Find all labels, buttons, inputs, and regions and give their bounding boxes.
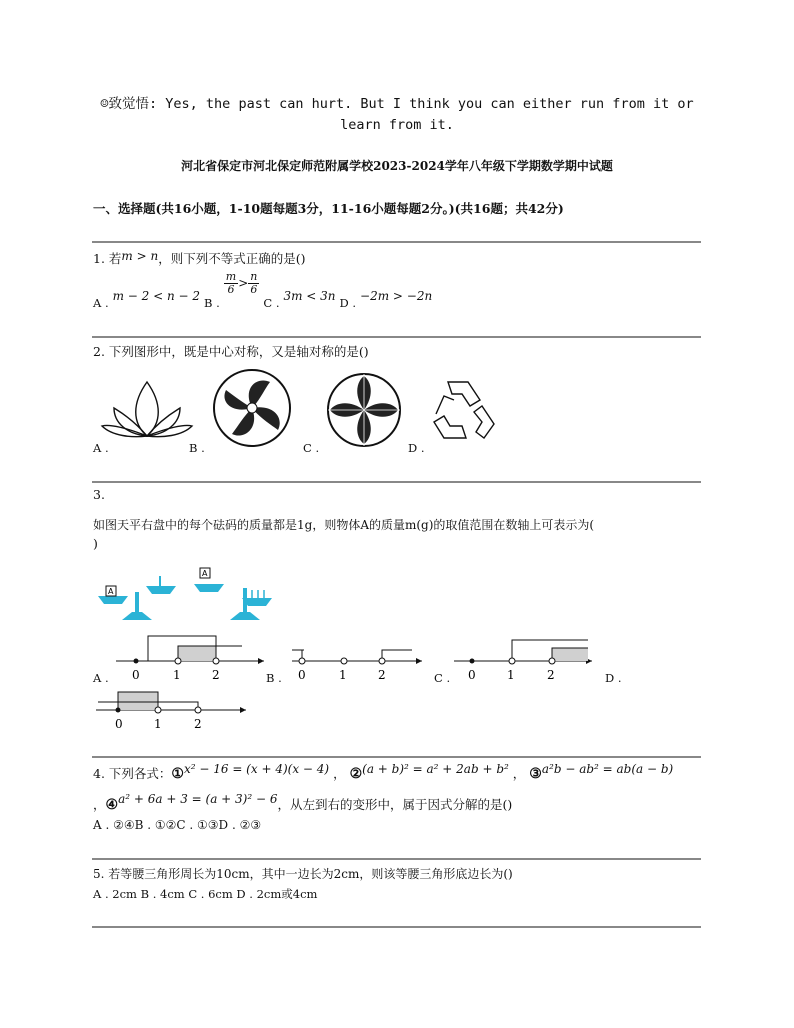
q3-number-lines (92, 628, 652, 738)
svg-text:1: 1 (339, 668, 347, 682)
numberline-b (292, 650, 422, 682)
figure-a-lotus (102, 382, 192, 437)
q1-stem: 1. 若m > n，则下列不等式正确的是() (93, 249, 306, 266)
q4-line2: ，④a² + 6a + 3 = (a + 3)² − 6，从左到右的变形中，属于因式分解的是() (93, 792, 513, 813)
q3-label-b: B . (266, 671, 282, 685)
divider (92, 756, 701, 758)
svg-text:1: 1 (507, 668, 515, 682)
figure-b-pinwheel (214, 370, 290, 446)
svg-text:A: A (202, 569, 208, 578)
balance-right (194, 568, 272, 620)
divider (92, 481, 701, 483)
q1-frac-n6: $\frac{n}{6}$ (250, 270, 258, 296)
svg-text:0: 0 (298, 668, 306, 682)
q2-label-b: B . (189, 441, 205, 455)
q3-number: 3. (93, 487, 105, 502)
divider (92, 241, 701, 243)
svg-text:2: 2 (547, 668, 555, 682)
q3-stem-line1: 如图天平右盘中的每个砝码的质量都是1g，则物体A的质量m(g)的取值范围在数轴上可表示为( (93, 518, 595, 532)
q2-label-c: C . (303, 441, 320, 455)
svg-text:2: 2 (378, 668, 386, 682)
q3-balances (92, 562, 282, 624)
q3-stem-line2: ) (93, 536, 98, 551)
q1-frac-m6: $\frac{m}{6}$ (225, 270, 237, 296)
q3-label-a: A . (93, 671, 109, 685)
figure-c-petals (328, 374, 400, 446)
numberline-d (96, 692, 246, 731)
figure-d-recycle (434, 382, 494, 438)
q2-label-a: A . (93, 441, 109, 455)
q3-label-d: D . (605, 671, 622, 685)
svg-text:2: 2 (194, 717, 202, 731)
svg-text:0: 0 (468, 668, 476, 682)
svg-text:1: 1 (173, 668, 181, 682)
q2-stem: 2. 下列图形中，既是中心对称，又是轴对称的是() (93, 344, 369, 359)
q4-options: A . ②④B . ①②C . ①③D . ②③ (93, 818, 262, 832)
q1-options: A . m − 2 < n − 2 B . $\frac{m}{6}$ > $\frac{n}{6}$ C . 3m < 3n D . −2m > −2n (93, 270, 433, 310)
svg-text:2: 2 (212, 668, 220, 682)
svg-text:A: A (108, 587, 114, 596)
exam-title: 河北省保定市河北保定师范附属学校2023-2024学年八年级下学期数学期中试题 (181, 159, 613, 173)
divider (92, 858, 701, 860)
q2-label-d: D . (408, 441, 425, 455)
numberline-c (454, 640, 592, 682)
svg-text:0: 0 (132, 668, 140, 682)
svg-text:1: 1 (154, 717, 162, 731)
svg-text:0: 0 (115, 717, 123, 731)
q5-stem: 5. 若等腰三角形周长为10cm，其中一边长为2cm，则该等腰三角形底边长为() (93, 867, 513, 881)
numberline-a (116, 636, 264, 682)
section-heading: 一、选择题(共16小题，1-10题每题3分，11-16小题每题2分。)(共16题；共42分) (93, 201, 564, 216)
q3-label-c: C . (434, 671, 451, 685)
balance-left (98, 576, 176, 620)
header-quote: ☺致觉悟: Yes, the past can hurt. But I think you can either run from it or learn from it. (100, 96, 694, 133)
divider (92, 336, 701, 338)
q5-options: A . 2cm B . 4cm C . 6cm D . 2cm或4cm (93, 887, 318, 901)
divider (92, 926, 701, 928)
q2-figures (92, 368, 512, 460)
q4-line1: 4. 下列各式：①x² − 16 = (x + 4)(x − 4) ， ②(a + b)² = a² + 2ab + b² ， ③a²b − ab² = ab(a − b) (93, 762, 674, 782)
